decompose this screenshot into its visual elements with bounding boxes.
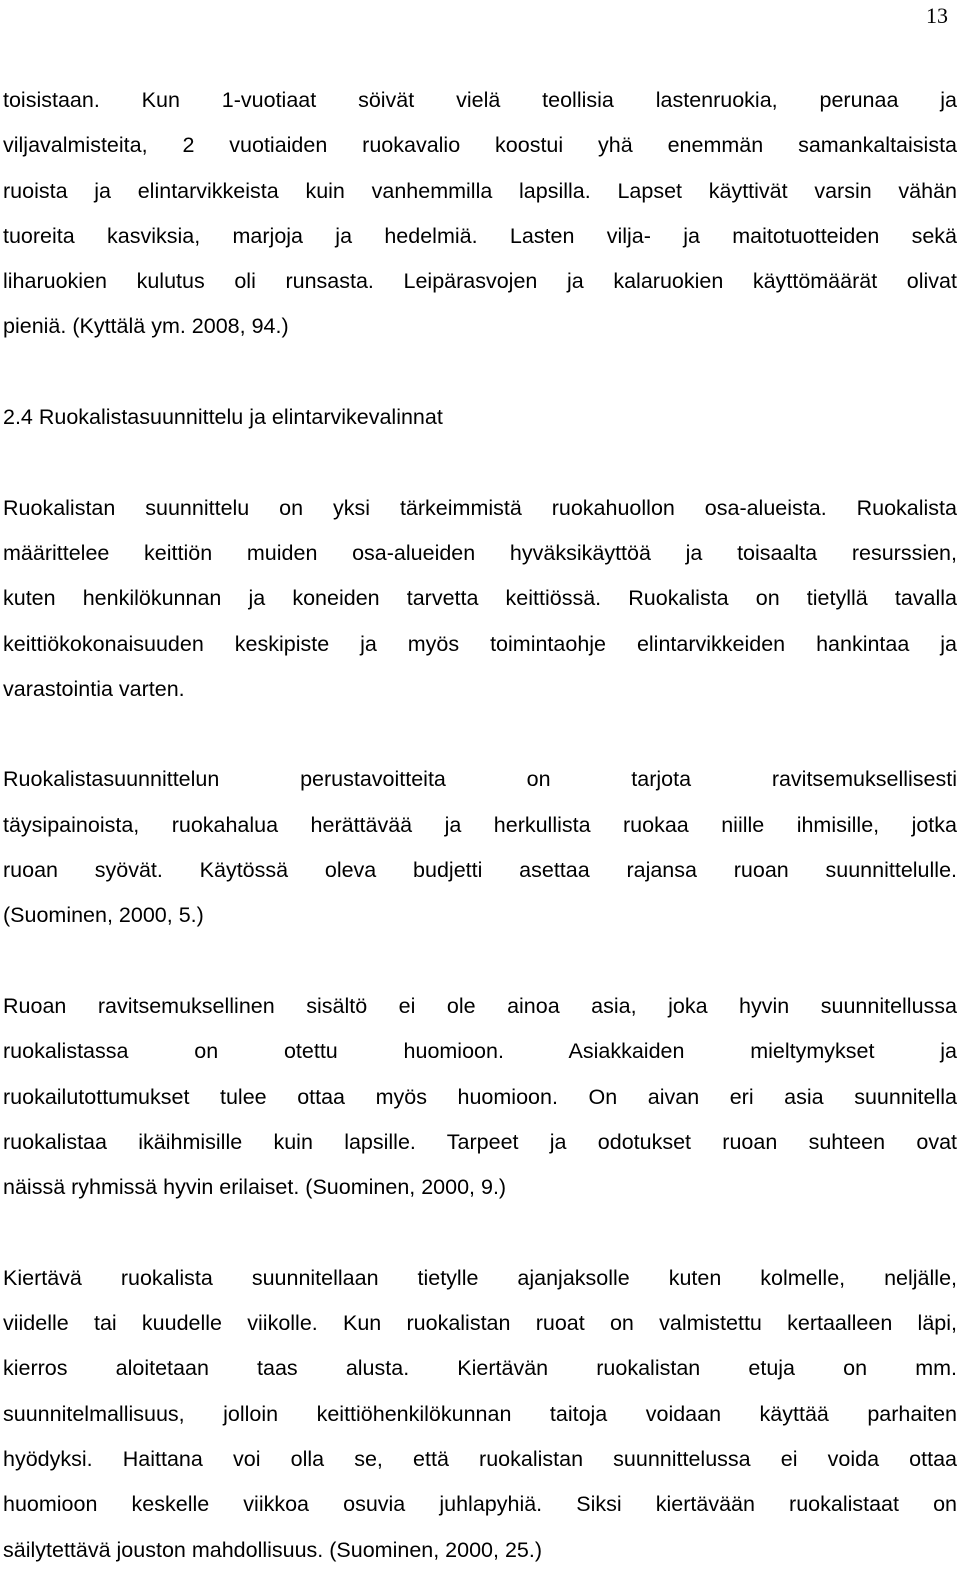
text-line: kierros aloitetaan taas alusta. Kiertävän ruokalistan etuja on mm. xyxy=(3,1356,957,1381)
text-line: määrittelee keittiön muiden osa-alueiden hyväksikäyttöä ja toisaalta resurssien, xyxy=(3,540,957,565)
paragraph xyxy=(3,984,957,1210)
text-line: pieniä. (Kyttälä ym. 2008, 94.) xyxy=(3,314,289,339)
paragraph xyxy=(3,757,957,938)
text-line: viljavalmisteita, 2 vuotiaiden ruokavalio koostui yhä enemmän samankaltaisista xyxy=(3,133,957,158)
paragraph-spacer xyxy=(3,350,957,395)
text-line: toisistaan. Kun 1-vuotiaat söivät vielä teollisia lastenruokia, perunaa ja xyxy=(3,88,957,112)
text-line: hyödyksi. Haittana voi olla se, että ruokalistan suunnittelussa ei voida ottaa xyxy=(3,1446,957,1471)
page-number: 13 xyxy=(926,3,948,28)
text-line: keittiökokonaisuuden keskipiste ja myös toimintaohje elintarvikkeiden hankintaa ja xyxy=(3,631,957,656)
paragraph xyxy=(3,1256,957,1573)
text-line: näissä ryhmissä hyvin erilaiset. (Suominen, 2000, 9.) xyxy=(3,1175,507,1200)
text-line: täysipainoista, ruokahalua herättävää ja herkullista ruokaa niille ihmisille, jotka xyxy=(3,812,957,837)
paragraph xyxy=(3,78,957,350)
text-line: suunnitelmallisuus, jolloin keittiöhenkilökunnan taitoja voidaan käyttää parhaiten xyxy=(3,1401,957,1426)
paragraph xyxy=(3,486,957,712)
document-body xyxy=(3,78,957,1573)
text-line: ruoan syövät. Käytössä oleva budjetti asettaa rajansa ruoan suunnittelulle. xyxy=(3,858,957,883)
text-line: kuten henkilökunnan ja koneiden tarvetta keittiössä. Ruokalista on tietyllä tavalla xyxy=(3,586,957,611)
text-line: Ruokalistasuunnittelun perustavoitteita on tarjota ravitsemuksellisesti xyxy=(3,767,957,792)
section-heading: 2.4 Ruokalistasuunnittelu ja elintarvikevalinnat xyxy=(3,405,443,430)
text-line: ruoista ja elintarvikkeista kuin vanhemmilla lapsilla. Lapset käyttivät varsin vähän xyxy=(3,178,957,203)
text-line: Kiertävä ruokalista suunnitellaan tietylle ajanjaksolle kuten kolmelle, neljälle, xyxy=(3,1265,957,1290)
paragraph-spacer xyxy=(3,1210,957,1255)
text-line: säilytettävä jouston mahdollisuus. (Suominen, 2000, 25.) xyxy=(3,1537,543,1562)
text-line: Ruoan ravitsemuksellinen sisältö ei ole ainoa asia, joka hyvin suunnitellussa xyxy=(3,993,957,1018)
paragraph-spacer xyxy=(3,712,957,757)
text-line: ruokailutottumukset tulee ottaa myös huomioon. On aivan eri asia suunnitella xyxy=(3,1084,957,1109)
text-line: varastointia varten. xyxy=(3,676,185,701)
text-line: ruokalistaa ikäihmisille kuin lapsille. Tarpeet ja odotukset ruoan suhteen ovat xyxy=(3,1129,957,1154)
text-line: viidelle tai kuudelle viikolle. Kun ruokalistan ruoat on valmistettu kertaalleen läpi, xyxy=(3,1311,957,1336)
text-line: huomioon keskelle viikkoa osuvia juhlapyhiä. Siksi kiertävään ruokalistaat on xyxy=(3,1492,957,1517)
text-line: liharuokien kulutus oli runsasta. Leipärasvojen ja kalaruokien käyttömäärät olivat xyxy=(3,269,957,294)
text-line: tuoreita kasviksia, marjoja ja hedelmiä. Lasten vilja- ja maitotuotteiden sekä xyxy=(3,223,957,248)
text-line: ruokalistassa on otettu huomioon. Asiakkaiden mieltymykset ja xyxy=(3,1039,957,1064)
text-line: Ruokalistan suunnittelu on yksi tärkeimmistä ruokahuollon osa-alueista. Ruokalista xyxy=(3,495,957,520)
text-line: (Suominen, 2000, 5.) xyxy=(3,903,204,928)
paragraph-spacer xyxy=(3,440,957,485)
paragraph-spacer xyxy=(3,939,957,984)
